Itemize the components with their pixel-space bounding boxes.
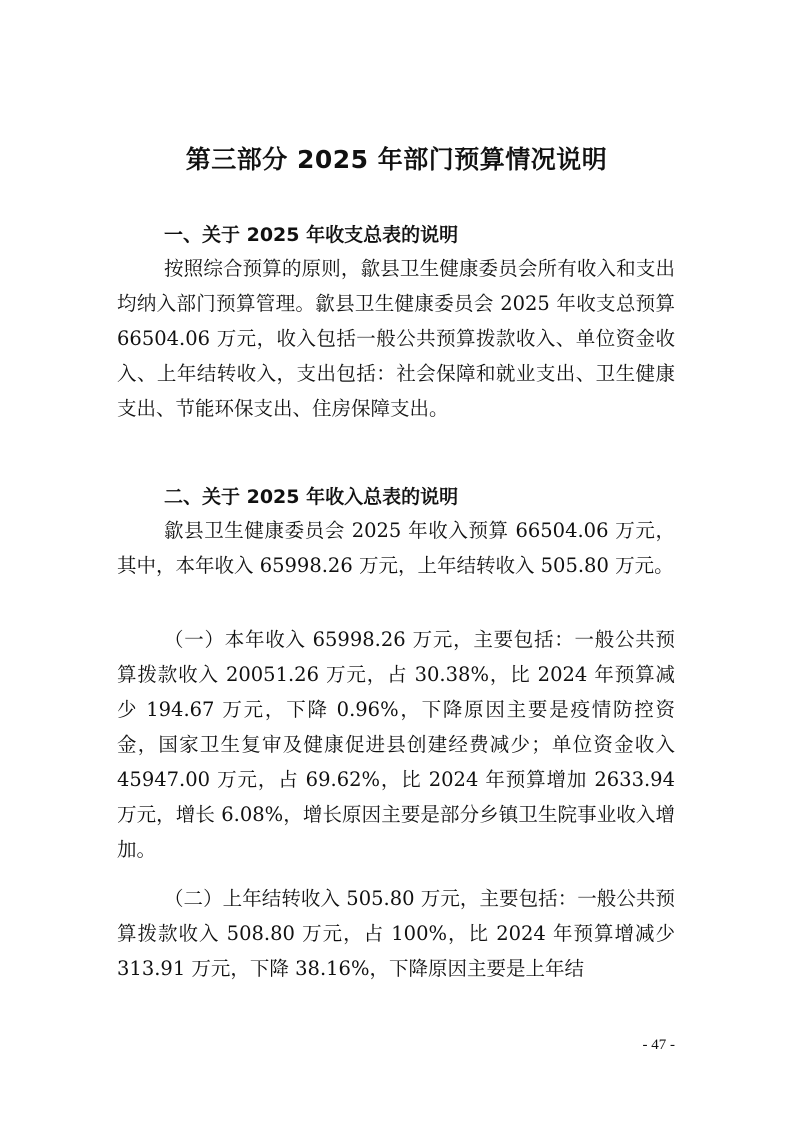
paragraph-1: 按照综合预算的原则，歙县卫生健康委员会所有收入和支出均纳入部门预算管理。歙县卫生健康委员会 2025 年收支总预算 66504.06 万元，收入包括一般公共预算拨款收入、单位资金收入、上年结转收入，支出包括：社会保障和就业支出、卫生健康支出、节能环保支出、住房保障支出。: [117, 257, 675, 420]
paragraph-4: （二）上年结转收入 505.80 万元，主要包括：一般公共预算拨款收入 508.80 万元，占 100%，比 2024 年预算增减少 313.91 万元，下降 38.16%，下降原因主要是上年结: [117, 887, 675, 980]
paragraph-2: 歙县卫生健康委员会 2025 年收入预算 66504.06 万元，其中，本年收入 65998.26 万元，上年结转收入 505.80 万元。: [117, 519, 675, 577]
paragraph-3: （一）本年收入 65998.26 万元，主要包括：一般公共预算拨款收入 20051.26 万元，占 30.38%，比 2024 年预算减少 194.67 万元，下降 0.96%，下降原因主要是疫情防控资金，国家卫生复审及健康促进县创建经费减少；单位资金收入 45947.00 万元，占 69.62%，比 2024 年预算增加 2633.94 万元，增长 6.08%，增长原因主要是部分乡镇卫生院事业收入增加。: [117, 628, 675, 861]
section-heading-2: 二、关于 2025 年收入总表的说明: [164, 486, 459, 508]
section-heading-1: 一、关于 2025 年收支总表的说明: [164, 224, 459, 246]
page-number: - 47 -: [642, 1037, 675, 1053]
page-title: 第三部分 2025 年部门预算情况说明: [185, 145, 608, 174]
